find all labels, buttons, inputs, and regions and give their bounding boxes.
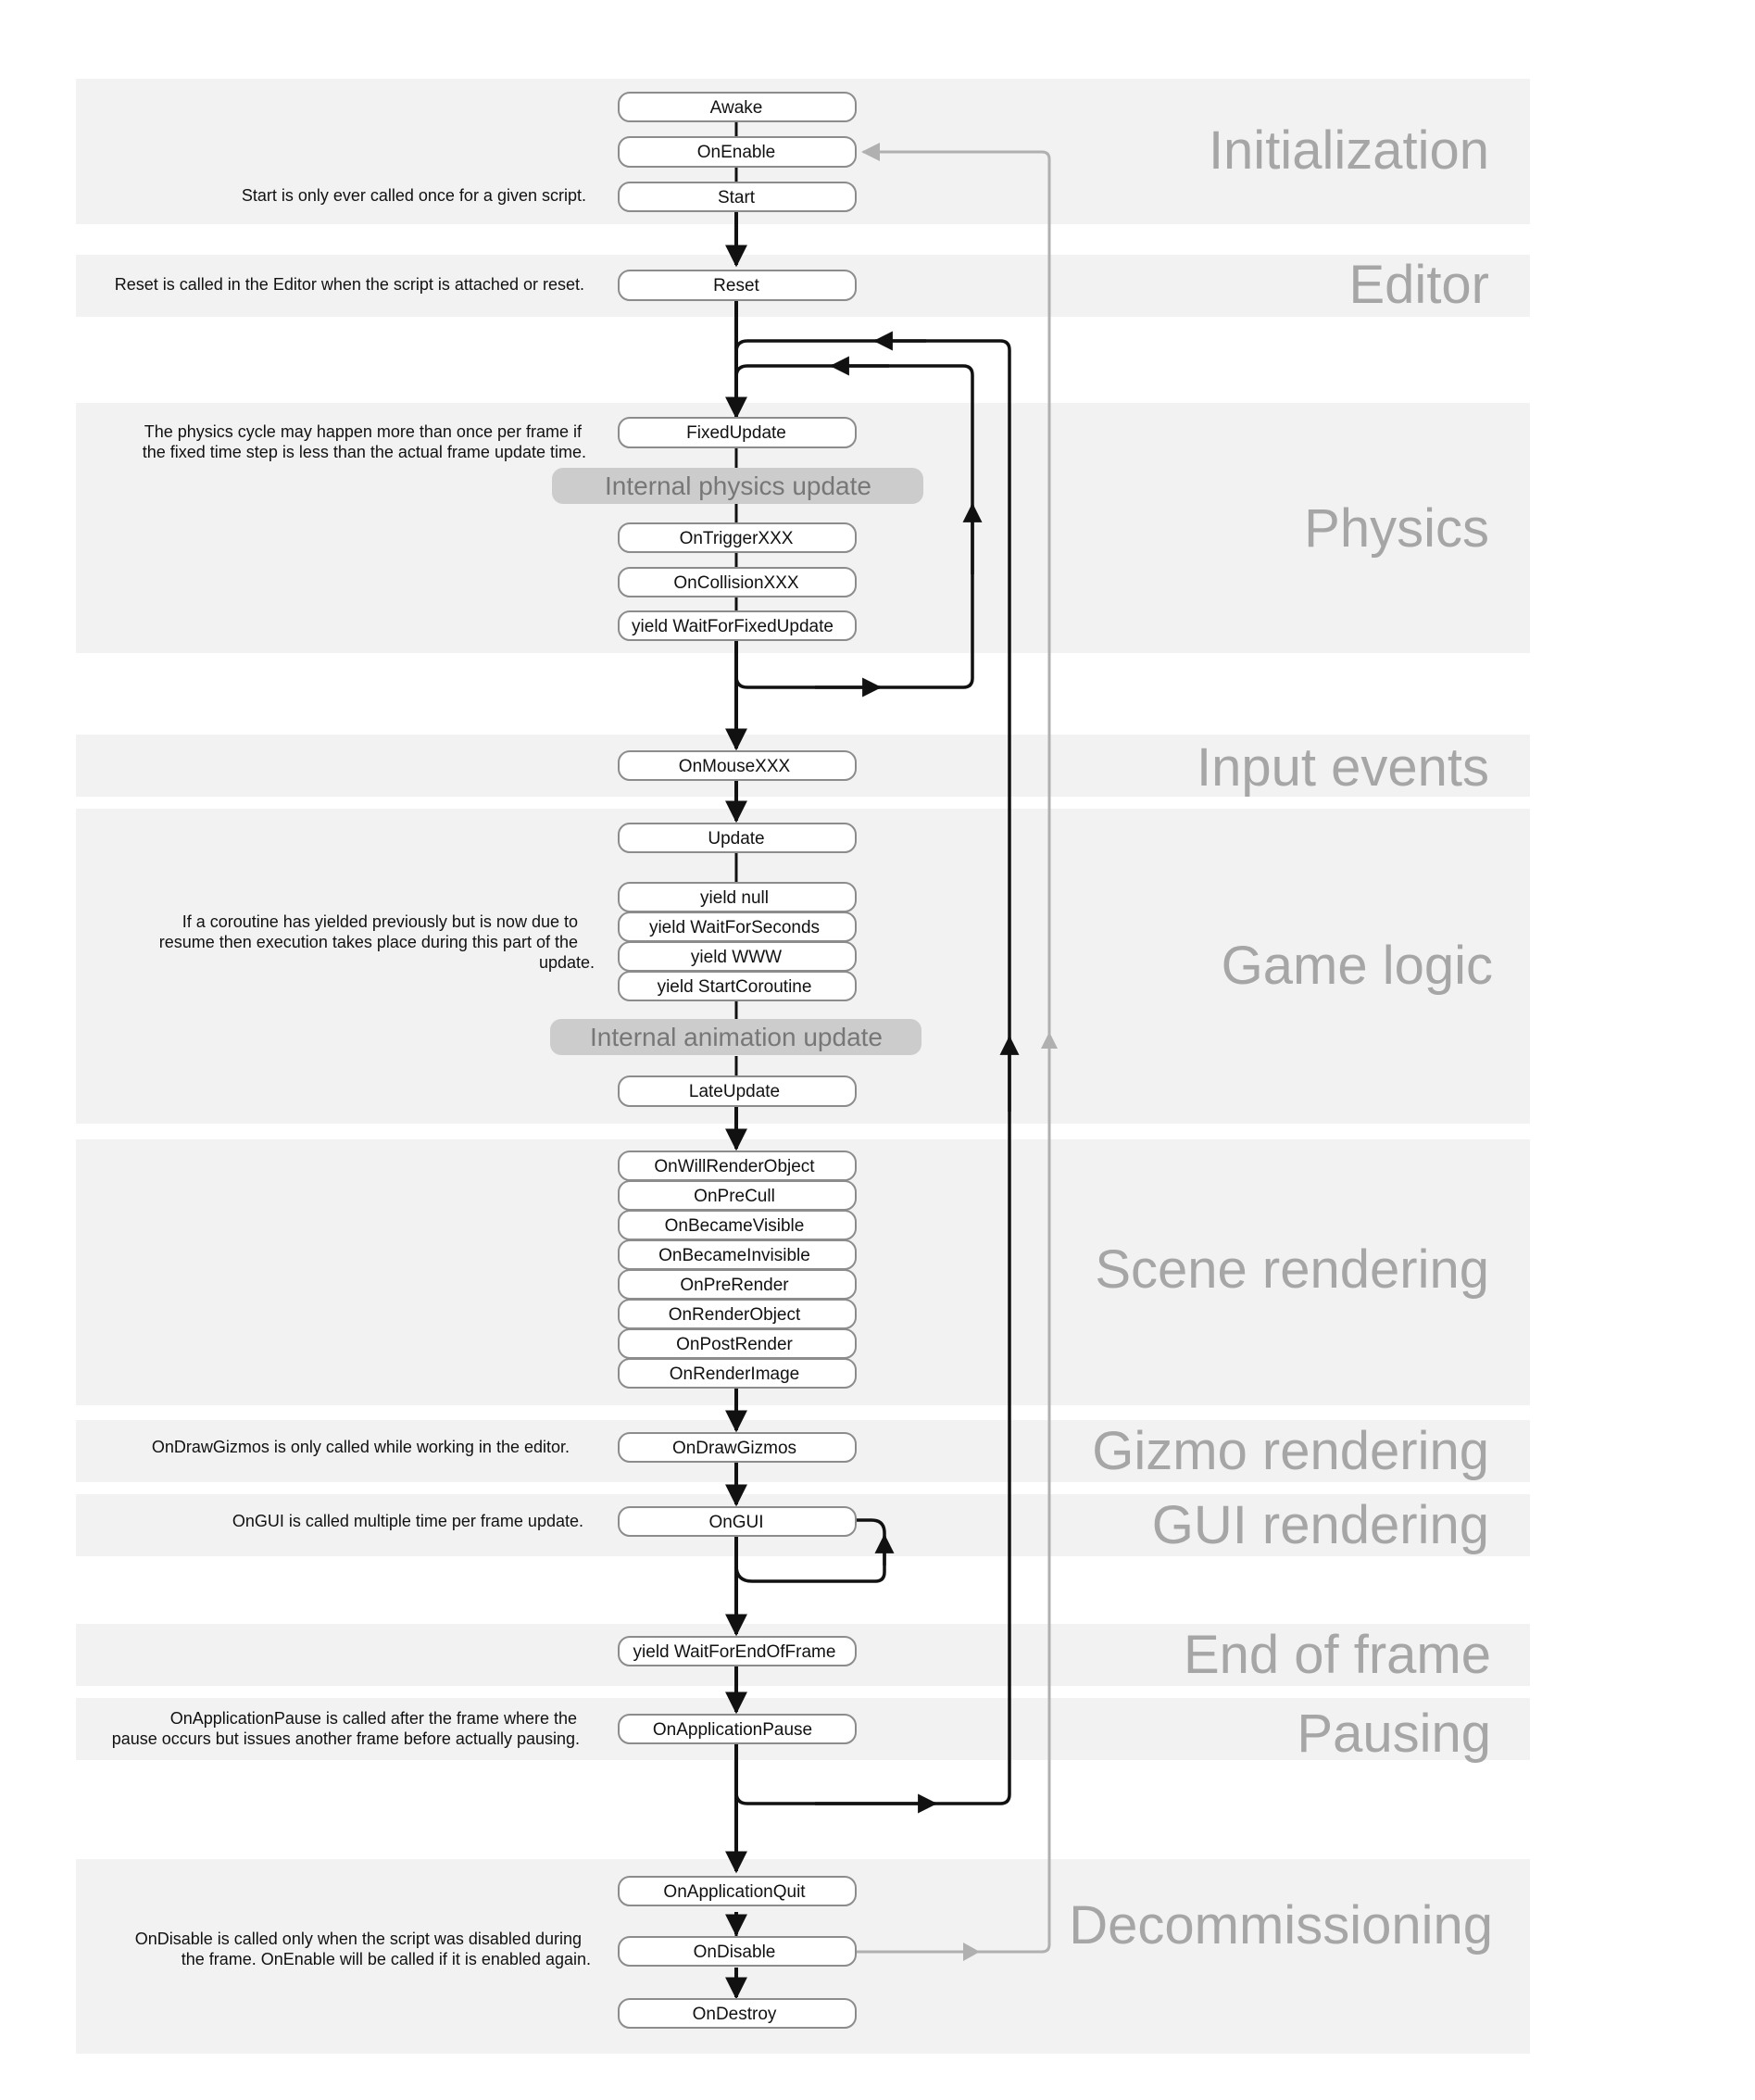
node-ondestroy-label: OnDestroy bbox=[692, 2005, 777, 2024]
node-onprerender bbox=[619, 1270, 856, 1299]
node-oncollision bbox=[619, 568, 856, 597]
note-physics-line-1: The physics cycle may happen more than once per frame if bbox=[144, 422, 582, 441]
node-ongui-label: OnGUI bbox=[708, 1513, 764, 1532]
node-awake-label: Awake bbox=[709, 98, 763, 118]
node-update-label: Update bbox=[708, 829, 765, 849]
note-disable-line-2: the frame. OnEnable will be called if it is enabled again. bbox=[181, 1950, 591, 1968]
section-title-gizmo-rendering: Gizmo rendering bbox=[1092, 1421, 1489, 1481]
node-reset bbox=[619, 270, 856, 300]
node-onbecamevisible-label: OnBecameVisible bbox=[664, 1216, 805, 1236]
node-start-label: Start bbox=[717, 188, 756, 207]
node-startcoroutine bbox=[619, 972, 856, 1000]
node-ontrigger-label: OnTriggerXXX bbox=[679, 529, 794, 548]
node-onapplicationquit-label: OnApplicationQuit bbox=[663, 1882, 806, 1902]
internal-animation-update bbox=[550, 1019, 921, 1055]
node-onbecameinvisible bbox=[619, 1240, 856, 1269]
node-ondestroy bbox=[619, 1999, 856, 2028]
note-start: Start is only ever called once for a given script. bbox=[241, 186, 586, 205]
node-startcoroutine-label: yield StartCoroutine bbox=[657, 977, 812, 997]
note-disable-line-1: OnDisable is called only when the script was disabled during bbox=[134, 1930, 582, 1948]
node-onapplicationpause-label: OnApplicationPause bbox=[652, 1720, 813, 1740]
note-reset: Reset is called in the Editor when the script is attached or reset. bbox=[114, 275, 584, 294]
node-onmouse-label: OnMouseXXX bbox=[678, 757, 791, 776]
section-title-physics: Physics bbox=[1304, 498, 1489, 559]
node-ongui bbox=[619, 1507, 856, 1536]
node-onapplicationquit bbox=[619, 1877, 856, 1905]
node-yieldwww-label: yield WWW bbox=[690, 948, 783, 967]
internal-animation-update-label: Internal animation update bbox=[590, 1023, 883, 1051]
node-waitforendofframe bbox=[619, 1637, 856, 1666]
note-gui: OnGUI is called multiple time per frame update. bbox=[232, 1512, 583, 1530]
node-start bbox=[619, 182, 856, 211]
node-onprecull-label: OnPreCull bbox=[694, 1187, 775, 1206]
note-physics-line-2: the fixed time step is less than the actual frame update time. bbox=[142, 443, 586, 461]
node-onenable bbox=[619, 137, 856, 167]
section-title-decommissioning: Decommissioning bbox=[1069, 1895, 1493, 1955]
section-title-end-of-frame: End of frame bbox=[1183, 1625, 1491, 1685]
node-ondrawgizmos-label: OnDrawGizmos bbox=[671, 1439, 797, 1458]
node-onprecull bbox=[619, 1181, 856, 1210]
node-lateupdate bbox=[619, 1076, 856, 1106]
node-awake bbox=[619, 93, 856, 121]
node-update bbox=[619, 824, 856, 852]
node-ondrawgizmos bbox=[619, 1433, 856, 1462]
node-waitforseconds-label: yield WaitForSeconds bbox=[648, 918, 821, 937]
node-onprerender-label: OnPreRender bbox=[680, 1276, 789, 1295]
node-ontrigger bbox=[619, 523, 856, 552]
note-pause-line-2: pause occurs but issues another frame before actually pausing. bbox=[111, 1729, 580, 1748]
section-title-input-events: Input events bbox=[1197, 737, 1489, 798]
node-onbecameinvisible-label: OnBecameInvisible bbox=[658, 1246, 810, 1265]
node-onapplicationpause bbox=[619, 1715, 856, 1743]
note-pause-line-1: OnApplicationPause is called after the frame where the bbox=[169, 1709, 577, 1728]
node-yieldnull-label: yield null bbox=[700, 888, 769, 908]
node-ondisable-label: OnDisable bbox=[693, 1943, 776, 1962]
internal-physics-update-label: Internal physics update bbox=[605, 472, 871, 500]
node-yieldwww bbox=[619, 942, 856, 971]
node-onpostrender-label: OnPostRender bbox=[676, 1335, 793, 1354]
note-coroutine-line-1: If a coroutine has yielded previously but is now due to bbox=[182, 912, 578, 931]
node-yieldnull bbox=[619, 883, 856, 912]
node-onrenderimage bbox=[619, 1359, 856, 1388]
note-coroutine-line-2: resume then execution takes place during this part of the bbox=[158, 933, 578, 951]
node-onbecamevisible bbox=[619, 1211, 856, 1239]
node-fixedupdate-label: FixedUpdate bbox=[686, 423, 786, 443]
node-waitforfixedupdate-label: yield WaitForFixedUpdate bbox=[632, 617, 834, 636]
node-oncollision-label: OnCollisionXXX bbox=[673, 573, 799, 593]
node-onrenderimage-label: OnRenderImage bbox=[669, 1364, 800, 1384]
node-ondisable bbox=[619, 1937, 856, 1966]
node-waitforseconds bbox=[619, 912, 856, 941]
node-fixedupdate bbox=[619, 418, 856, 447]
node-onrenderobject-label: OnRenderObject bbox=[668, 1305, 801, 1325]
section-title-pausing: Pausing bbox=[1297, 1704, 1491, 1764]
node-onmouse bbox=[619, 751, 856, 780]
node-onenable-label: OnEnable bbox=[696, 143, 776, 162]
node-onpostrender bbox=[619, 1329, 856, 1358]
node-onrenderobject bbox=[619, 1300, 856, 1328]
section-title-game-logic: Game logic bbox=[1221, 936, 1493, 996]
node-lateupdate-label: LateUpdate bbox=[688, 1082, 781, 1101]
section-title-scene-rendering: Scene rendering bbox=[1095, 1239, 1489, 1300]
section-title-editor: Editor bbox=[1348, 255, 1489, 315]
node-onwillrenderobject bbox=[619, 1151, 856, 1180]
section-title-gui-rendering: GUI rendering bbox=[1151, 1495, 1489, 1555]
section-title-initialization: Initialization bbox=[1208, 120, 1489, 181]
node-waitforendofframe-label: yield WaitForEndOfFrame bbox=[633, 1642, 836, 1662]
note-coroutine-line-3: update. bbox=[538, 953, 595, 972]
internal-physics-update bbox=[552, 468, 923, 504]
node-waitforfixedupdate bbox=[619, 611, 856, 640]
node-reset-label: Reset bbox=[713, 276, 759, 296]
note-gizmos: OnDrawGizmos is only called while working in the editor. bbox=[151, 1438, 570, 1456]
node-onwillrenderobject-label: OnWillRenderObject bbox=[654, 1157, 815, 1176]
